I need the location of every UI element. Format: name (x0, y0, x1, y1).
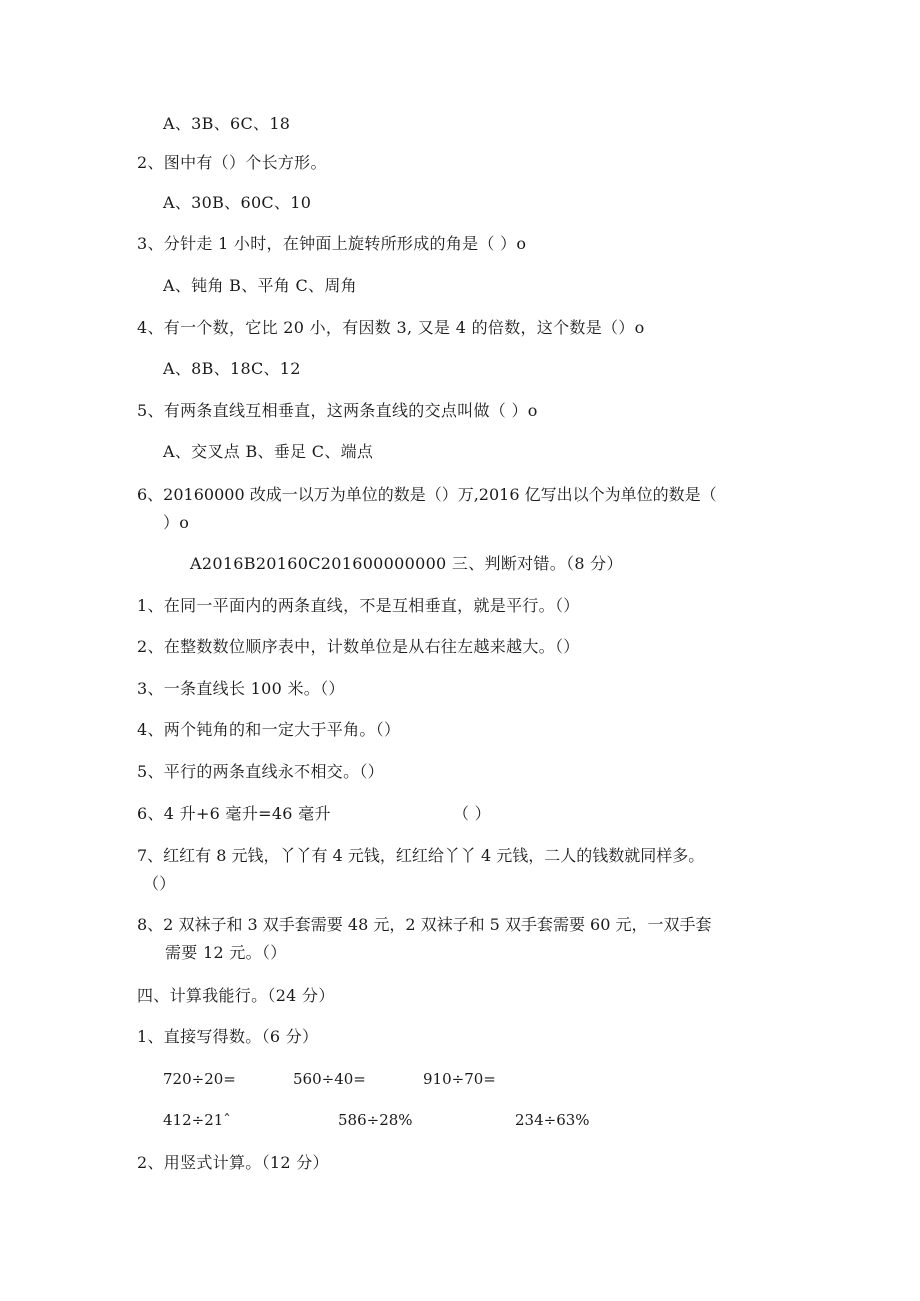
judge-7: 7、红红有 8 元钱，丫丫有 4 元钱，红红给丫丫 4 元钱，二人的钱数就同样多。 (137, 846, 705, 865)
section-4-heading: 四、计算我能行。（24 分） (137, 986, 335, 1005)
question-3: 3、分针走 1 小时，在钟面上旋转所形成的角是（ ）o (137, 234, 527, 253)
calc-item: 586÷28% (338, 1111, 413, 1129)
calc-item: 560÷40= (293, 1070, 366, 1088)
judge-1: 1、在同一平面内的两条直线，不是互相垂直，就是平行。（） (137, 596, 580, 615)
question-6: 6、20160000 改成一以万为单位的数是（）万,2016 亿写出以个为单位的数是（ (137, 485, 717, 504)
judge-8: 8、2 双袜子和 3 双手套需要 48 元，2 双袜子和 5 双手套需要 60 元，一双手套 (137, 915, 712, 934)
q2-options: A、30B、60C、10 (163, 193, 312, 212)
calc-2-heading: 2、用竖式计算。（12 分） (137, 1153, 329, 1172)
judge-6-answer-bracket: （ ） (453, 804, 491, 823)
judge-2: 2、在整数数位顺序表中，计数单位是从右往左越来越大。（） (137, 637, 580, 656)
q3-options: A、钝角 B、平角 C、周角 (163, 276, 357, 295)
q4-options: A、8B、18C、12 (163, 359, 301, 378)
question-6-continued: ）o (163, 513, 190, 532)
question-4: 4、有一个数，它比 20 小，有因数 3, 又是 4 的倍数，这个数是（）o (137, 318, 645, 337)
q1-options: A、3B、6C、18 (163, 114, 291, 133)
judge-7-answer-bracket: （） (143, 874, 176, 893)
calc-1-heading: 1、直接写得数。（6 分） (137, 1027, 319, 1046)
q6-options-and-section-3-heading: A2016B20160C201600000000 三、判断对错。（8 分） (190, 554, 623, 573)
calc-item: 234÷63% (515, 1111, 590, 1129)
q5-options: A、交叉点 B、垂足 C、端点 (163, 442, 374, 461)
question-5: 5、有两条直线互相垂直，这两条直线的交点叫做（ ）o (137, 401, 538, 420)
judge-5: 5、平行的两条直线永不相交。（） (137, 762, 384, 781)
calc-item: 720÷20= (163, 1070, 236, 1088)
judge-6: 6、4 升+6 毫升=46 毫升 (137, 804, 331, 823)
question-2: 2、图中有（）个长方形。 (137, 153, 327, 172)
calc-item: 910÷70= (423, 1070, 496, 1088)
judge-3: 3、一条直线长 100 米。（） (137, 679, 345, 698)
calc-item: 412÷21ˆ (163, 1111, 231, 1129)
judge-8-continued: 需要 12 元。（） (165, 943, 287, 962)
judge-4: 4、两个钝角的和一定大于平角。（） (137, 720, 401, 739)
